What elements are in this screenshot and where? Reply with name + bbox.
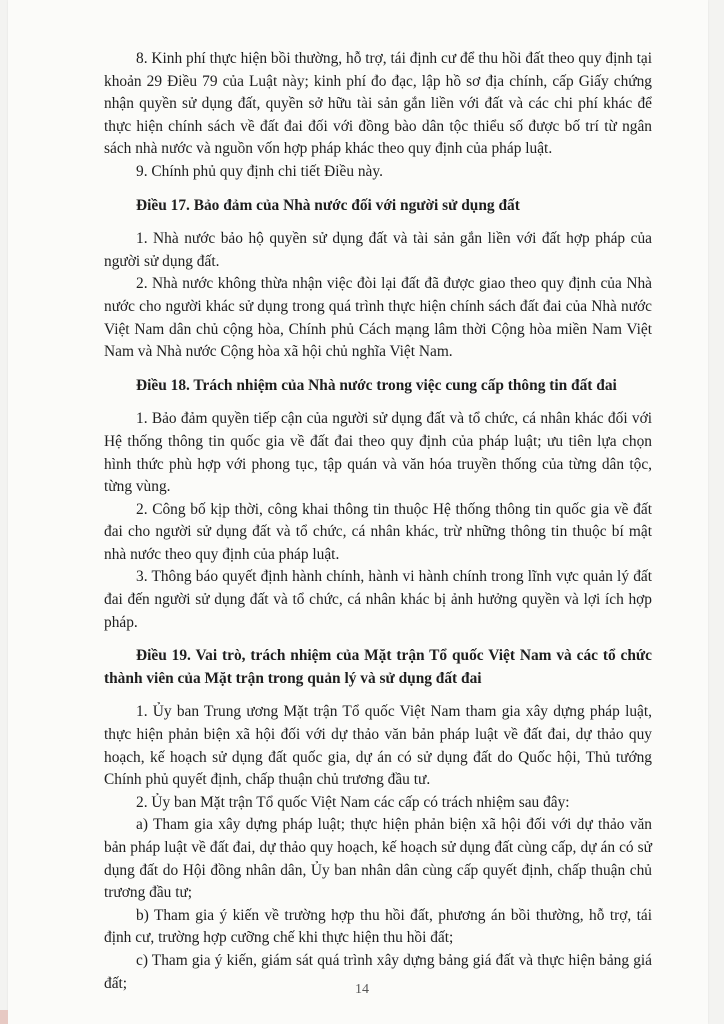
paragraph-art18-clause2: 2. Công bố kịp thời, công khai thông tin thuộc Hệ thống thông tin quốc gia về đất đai cho người sử dụng đất và tổ chức, cá nhân khác, trừ những thông tin thuộc bí mật nhà nước theo quy định của pháp luật.: [104, 500, 652, 563]
document-body: [104, 48, 652, 995]
paragraph-art19-clause1: 1. Ủy ban Trung ương Mặt trận Tổ quốc Việt Nam tham gia xây dựng pháp luật, thực hiện phản biện xã hội đối với dự thảo văn bản pháp luật về đất đai, dự thảo quy hoạch, kế hoạch sử dụng đất quốc gia, dự án có sử dụng đất do Quốc hội, Thủ tướng Chính phủ quyết định, chấp thuận chủ trương đầu tư.: [104, 703, 652, 789]
paragraph-art19-clause2c: c) Tham gia ý kiến, giám sát quá trình xây dựng bảng giá đất và thực hiện bảng giá đất;: [104, 951, 652, 992]
paragraph-art17-clause1: 1. Nhà nước bảo hộ quyền sử dụng đất và tài sản gắn liền với đất hợp pháp của người sử dụng đất.: [104, 230, 652, 270]
page-number: 14: [355, 982, 369, 997]
paragraph-art16-clause9: 9. Chính phủ quy định chi tiết Điều này.: [136, 162, 383, 180]
paragraph-art19-clause2b: b) Tham gia ý kiến về trường hợp thu hồi đất, phương án bồi thường, hỗ trợ, tái định cư, trường hợp cưỡng chế khi thực hiện thu hồi đất;: [104, 906, 652, 947]
paragraph-art19-clause2a: a) Tham gia xây dựng pháp luật; thực hiện phản biện xã hội đối với dự thảo văn bản pháp luật về đất đai, dự thảo quy hoạch, kế hoạch sử dụng đất cùng cấp, dự án có sử dụng đất do Hội đồng nhân dân, Ủy ban nhân dân cùng cấp quyết định, chấp thuận chủ trương đầu tư;: [104, 816, 652, 902]
document-page: [8, 0, 708, 1024]
article-17-heading: Điều 17. Bảo đảm của Nhà nước đối với người sử dụng đất: [136, 196, 520, 214]
scan-edge-mark: [0, 1010, 8, 1024]
article-19-heading: Điều 19. Vai trò, trách nhiệm của Mặt trận Tổ quốc Việt Nam và các tổ chức thành viên của Mặt trận trong quản lý và sử dụng đất đai: [104, 647, 652, 687]
paragraph-art19-clause2: 2. Ủy ban Mặt trận Tổ quốc Việt Nam các cấp có trách nhiệm sau đây:: [136, 793, 570, 811]
paragraph-art18-clause1: 1. Bảo đảm quyền tiếp cận của người sử dụng đất và tổ chức, cá nhân khác đối với Hệ thống thông tin quốc gia về đất đai theo quy định của pháp luật; ưu tiên lựa chọn hình thức phù hợp với phong tục, tập quán và văn hóa truyền thống của từng dân tộc, từng vùng.: [104, 410, 652, 496]
paragraph-art18-clause3: 3. Thông báo quyết định hành chính, hành vi hành chính trong lĩnh vực quản lý đất đai đến người sử dụng đất và tổ chức, cá nhân khác bị ảnh hưởng quyền và lợi ích hợp pháp.: [104, 568, 652, 631]
article-18-heading: Điều 18. Trách nhiệm của Nhà nước trong việc cung cấp thông tin đất đai: [136, 376, 617, 394]
paragraph-art17-clause2: 2. Nhà nước không thừa nhận việc đòi lại đất đã được giao theo quy định của Nhà nước cho người khác sử dụng trong quá trình thực hiện chính sách đất đai của Nhà nước Việt Nam dân chủ cộng hòa, Chính phủ Cách mạng lâm thời Cộng hòa miền Nam Việt Nam và Nhà nước Cộng hòa xã hội chủ nghĩa Việt Nam.: [104, 275, 652, 361]
paragraph-art16-clause8: 8. Kinh phí thực hiện bồi thường, hỗ trợ, tái định cư để thu hồi đất theo quy định tại khoản 29 Điều 79 của Luật này; kinh phí đo đạc, lập hồ sơ địa chính, cấp Giấy chứng nhận quyền sử dụng đất, quyền sở hữu tài sản gắn liền với đất và các chi phí khác để thực hiện chính sách về đất đai đối với đồng bào dân tộc thiểu số được bố trí từ ngân sách nhà nước và nguồn vốn hợp pháp khác theo quy định của pháp luật.: [104, 50, 652, 158]
